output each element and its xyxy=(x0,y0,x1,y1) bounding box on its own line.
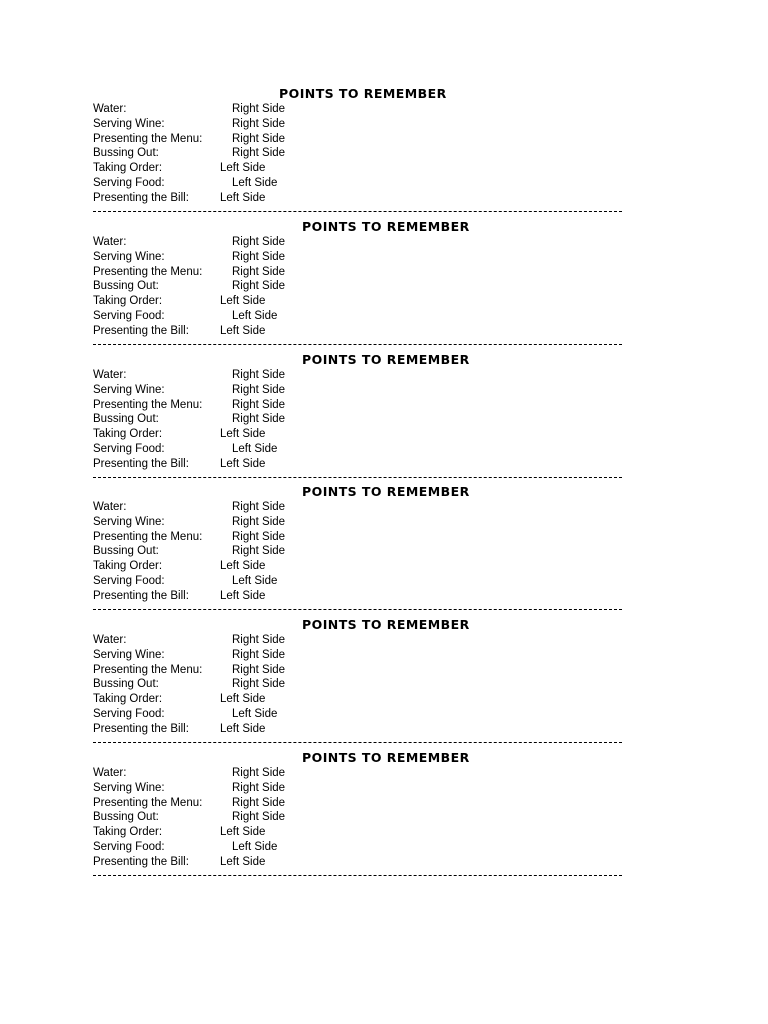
points-section xyxy=(93,86,623,219)
rule-label: Presenting the Bill: xyxy=(93,589,189,602)
rule-label: Presenting the Menu: xyxy=(93,132,203,145)
rule-value: Right Side xyxy=(232,103,286,115)
rule-label: Serving Food: xyxy=(93,176,165,189)
dashed-separator xyxy=(93,344,622,345)
rule-label: Taking Order: xyxy=(93,693,163,705)
rule-value: Left Side xyxy=(220,191,266,204)
rule-value: Right Side xyxy=(232,236,286,248)
rule-label: Water: xyxy=(93,369,127,381)
rule-value: Right Side xyxy=(232,501,286,513)
section-title: POINTS TO REMEMBER xyxy=(302,484,470,499)
rule-label: Water: xyxy=(93,501,127,513)
rule-label: Serving Food: xyxy=(93,309,165,322)
rule-value: Right Side xyxy=(232,265,286,278)
points-section xyxy=(93,219,623,352)
dashed-separator xyxy=(93,742,622,743)
rule-value: Right Side xyxy=(232,678,286,691)
rule-value: Right Side xyxy=(232,147,286,160)
rule-label: Water: xyxy=(93,767,127,779)
rule-label: Taking Order: xyxy=(93,560,163,572)
rule-label: Presenting the Bill: xyxy=(93,855,189,868)
rule-value: Left Side xyxy=(220,324,266,337)
dashed-separator xyxy=(93,211,622,212)
rule-value: Right Side xyxy=(232,369,286,381)
rule-label: Presenting the Bill: xyxy=(93,324,189,337)
rule-value: Right Side xyxy=(232,117,286,130)
rule-value: Right Side xyxy=(232,796,286,809)
rule-value: Left Side xyxy=(220,428,266,440)
rule-label: Serving Wine: xyxy=(93,515,165,528)
rule-label: Bussing Out: xyxy=(93,811,159,824)
rule-label: Taking Order: xyxy=(93,428,163,440)
rule-value: Left Side xyxy=(232,442,278,455)
rule-label: Presenting the Menu: xyxy=(93,530,203,543)
rule-value: Left Side xyxy=(220,826,266,838)
rule-label: Presenting the Menu: xyxy=(93,398,203,411)
rule-label: Water: xyxy=(93,236,127,248)
rule-label: Presenting the Bill: xyxy=(93,722,189,735)
rule-value: Left Side xyxy=(220,722,266,735)
rule-value: Right Side xyxy=(232,132,286,145)
rule-label: Serving Wine: xyxy=(93,117,165,130)
rule-label: Serving Wine: xyxy=(93,250,165,263)
rule-label: Serving Wine: xyxy=(93,383,165,396)
rule-label: Presenting the Bill: xyxy=(93,457,189,470)
rule-label: Bussing Out: xyxy=(93,280,159,293)
points-section xyxy=(93,484,623,617)
rule-value: Right Side xyxy=(232,250,286,263)
rule-label: Water: xyxy=(93,634,127,646)
rule-label: Bussing Out: xyxy=(93,413,159,426)
rule-value: Left Side xyxy=(232,840,278,853)
rule-value: Right Side xyxy=(232,280,286,293)
section-title: POINTS TO REMEMBER xyxy=(302,219,470,234)
rule-label: Taking Order: xyxy=(93,826,163,838)
dashed-separator xyxy=(93,477,622,478)
rule-value: Right Side xyxy=(232,530,286,543)
rule-label: Bussing Out: xyxy=(93,545,159,558)
rule-label: Presenting the Bill: xyxy=(93,191,189,204)
rule-value: Left Side xyxy=(220,560,266,572)
rule-value: Left Side xyxy=(232,574,278,587)
rule-value: Right Side xyxy=(232,398,286,411)
section-title: POINTS TO REMEMBER xyxy=(279,86,447,101)
rule-value: Left Side xyxy=(220,855,266,868)
rule-value: Left Side xyxy=(232,176,278,189)
rule-value: Left Side xyxy=(232,309,278,322)
rule-value: Left Side xyxy=(232,707,278,720)
rule-label: Presenting the Menu: xyxy=(93,265,203,278)
rule-value: Right Side xyxy=(232,383,286,396)
rule-value: Right Side xyxy=(232,545,286,558)
points-section xyxy=(93,617,623,750)
rule-label: Taking Order: xyxy=(93,295,163,307)
dashed-separator xyxy=(93,875,622,876)
rule-label: Water: xyxy=(93,103,127,115)
section-title: POINTS TO REMEMBER xyxy=(302,617,470,632)
points-section xyxy=(93,352,623,485)
dashed-separator xyxy=(93,609,622,610)
rule-value: Right Side xyxy=(232,811,286,824)
rule-value: Left Side xyxy=(220,162,266,174)
rule-value: Right Side xyxy=(232,648,286,661)
rule-label: Serving Food: xyxy=(93,442,165,455)
rule-label: Serving Wine: xyxy=(93,648,165,661)
rule-value: Right Side xyxy=(232,515,286,528)
section-title: POINTS TO REMEMBER xyxy=(302,750,470,765)
rule-value: Right Side xyxy=(232,781,286,794)
rule-value: Right Side xyxy=(232,663,286,676)
rule-value: Right Side xyxy=(232,413,286,426)
rule-value: Right Side xyxy=(232,634,286,646)
rule-label: Serving Food: xyxy=(93,840,165,853)
rule-label: Serving Wine: xyxy=(93,781,165,794)
rule-label: Serving Food: xyxy=(93,707,165,720)
rule-value: Left Side xyxy=(220,589,266,602)
rule-value: Right Side xyxy=(232,767,286,779)
rule-label: Presenting the Menu: xyxy=(93,663,203,676)
rule-label: Bussing Out: xyxy=(93,147,159,160)
rule-value: Left Side xyxy=(220,693,266,705)
section-title: POINTS TO REMEMBER xyxy=(302,352,470,367)
rule-label: Bussing Out: xyxy=(93,678,159,691)
rule-label: Serving Food: xyxy=(93,574,165,587)
rule-value: Left Side xyxy=(220,295,266,307)
points-section xyxy=(93,750,623,883)
rule-label: Taking Order: xyxy=(93,162,163,174)
rule-label: Presenting the Menu: xyxy=(93,796,203,809)
rule-value: Left Side xyxy=(220,457,266,470)
